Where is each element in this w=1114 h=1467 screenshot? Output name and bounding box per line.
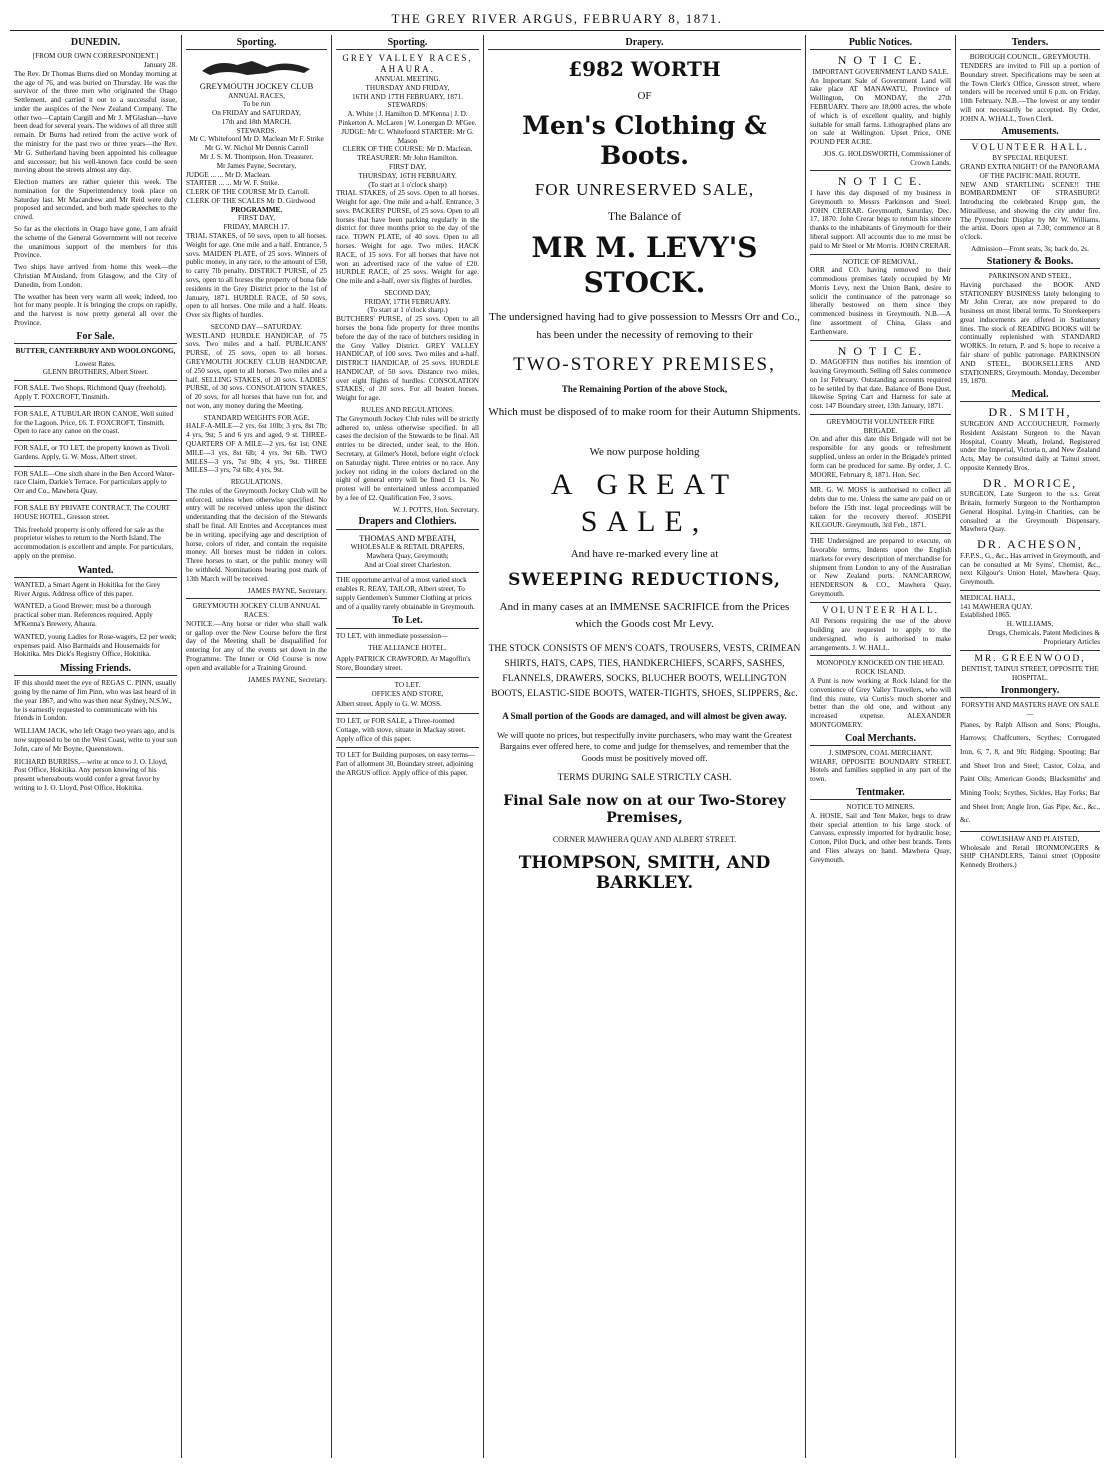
notice-title: VOLUNTEER HALL. bbox=[821, 605, 940, 616]
notice-title: N O T I C E. bbox=[837, 174, 924, 189]
notice-text: An Important Sale of Government Land will take place AT MANAWATU, Province of Wellington, On MONDAY, the 27th FEBRUARY. There are 18,000 acres, the whole of which is of excellent quality, and highly suitable for small farms. Lithographed plans are on sale at Wellington. Upset Price, ONE POUND PER ACRE. bbox=[810, 76, 951, 147]
event-title: GREY VALLEY RACES, AHAURA. bbox=[342, 53, 473, 75]
signature: JOS. G. HOLDSWORTH, Commissioner of Crown Lands. bbox=[823, 149, 951, 167]
notice-title: NOTICE OF REMOVAL. bbox=[842, 257, 919, 266]
ad-line: The Balance of bbox=[607, 208, 682, 223]
event-title: ANNUAL RACES, bbox=[228, 91, 285, 100]
notice-text: MR. G. W. MOSS is authorised to collect all debts due to me. Unless the same are paid on or before the 15th inst. legal proceedings will be taken for the recovery thereof. JOSEPH KILGOUR. Greymouth, 3rd Feb., 1871. bbox=[810, 486, 951, 530]
ad-line: OF bbox=[637, 89, 652, 102]
stock-list: THE STOCK CONSISTS OF MEN'S COATS, TROUSERS, VESTS, CRIMEAN SHIRTS, HATS, CAPS, TIES, HANDKERCHIEFS, SCARFS, SASHES, FLANNELS, DRAWERS, SOCKS, BLUCHER BOOTS, WELLINGTON BOOTS, ELASTIC-SIDE BOOTS, WATER-TIGHTS, SHOES, SLIPPERS, &c. bbox=[488, 643, 801, 700]
day-heading: FIRST DAY, bbox=[237, 214, 276, 223]
divider bbox=[14, 406, 177, 407]
classified-ad: WANTED, a Good Brewer; must be a thorough practical sober man. References required. Apply M'Kenna's Brewery, Ahaura. bbox=[14, 602, 153, 628]
notice-text: F.F.P.S., G., &c., Has arrived in Greymouth, and can be consulted at Mr Syms', Chemist, &c., next Kilgour's Union Hotel, Mawhera Quay, Greymouth. bbox=[960, 551, 1100, 587]
event-subtitle: ANNUAL MEETING. bbox=[374, 75, 441, 84]
notice-text: NEW AND STARTLING SCENE!! THE BOMBARDMENT OF STRASBURG! Introducing the celebrated Krupp gun, the Mitrailleuse, and showing the city under fire. The Pyrotechnic Display by Mr W. Williams, the artist. Doors open at 7.30; commence at 8 o'clock. bbox=[960, 180, 1100, 242]
stewards-heading: STEWARDS: bbox=[387, 101, 428, 110]
article-paragraph: The Rev. Dr Thomas Burns died on Monday morning at the age of 76, and was buried on Thursday. He was the survivor of the three men who originated the Otago Settlement, and carried it out to a successful issue, under the auspices of the New Zealand Company. The other two—Captain Cargill and Mr J. M'Glashan—have been dead for several years. The widows of all three still remain. Dr Burns had retired from the active work of the ministry for the past two or three years—the Rev. Mr G. Sutherland having been appointed his colleague and successor; but his well-known face could be seen moving about the streets almost any day. bbox=[14, 69, 177, 175]
day-date: FRIDAY, 17TH FEBRUARY. bbox=[364, 297, 451, 306]
section-heading: Stationery & Books. bbox=[960, 256, 1100, 269]
officer-line: CLERK OF THE COURSE Mr D. Carroll. bbox=[186, 188, 310, 197]
dentist-name: MR. GREENWOOD, bbox=[974, 653, 1086, 664]
stewards-list: A. White | J. Hamilton D. M'Kenna | J. D. Pinkerton A. McLaren | W. Lonergan D. M'Gee. bbox=[338, 110, 477, 128]
divider bbox=[810, 340, 951, 341]
classified-ad: FOR SALE—One sixth share in the Ben Accord Water-race Claim, Darkie's Terrace. For particulars apply to Orr and Co., Mawhera Quay. bbox=[14, 469, 175, 496]
officer-line: JUDGE: Mr C. Whitefoord STARTER: Mr G. Mason bbox=[341, 127, 474, 145]
column-public-notices bbox=[806, 35, 956, 1458]
classified-ad: RICHARD BURRISS,—write at once to J. O. Lloyd, Post Office, Hokitika. Any person knowing of his present whereabouts would confer a great favor by writing to J. O. Lloyd, Post Office, Hokitika. bbox=[14, 757, 168, 792]
notice-text: I have this day disposed of my business in Greymouth to Messrs Parkinson and Steel. JOHN CRERAR. Greymouth, Saturday, Dec. 17, 1870. John Crerar begs to return his sincere thanks to the inhabitants of Greymouth for their liberal support. All accounts due to me must be paid to Mr Steel or Mr Morris. JOHN CRERAR. bbox=[810, 189, 951, 250]
ad-paragraph: Which must be disposed of to make room for their Autumn Shipments. bbox=[488, 406, 801, 419]
classified-ad: FOR SALE BY PRIVATE CONTRACT, The COURT HOUSE HOTEL, Gresson street. bbox=[14, 503, 170, 521]
divider bbox=[960, 650, 1100, 651]
section-heading: Medical. bbox=[960, 389, 1100, 402]
column-sporting-1 bbox=[182, 35, 332, 1458]
divider bbox=[336, 747, 479, 748]
classified-ad: THE opportune arrival of a most varied stock enables R. REAY, TAILOR, Albert street, To supply Gentlemen's Summer Clothing at prices and of a quality rarely obtainable in Greymouth. bbox=[336, 576, 475, 611]
section-heading: Coal Merchants. bbox=[810, 733, 951, 746]
notice-text: Wholesale and Retail IRONMONGERS & SHIP CHANDLERS, Tainui street (Opposite Kennedy Brothers.) bbox=[960, 843, 1100, 870]
column-sporting-2 bbox=[332, 35, 484, 1458]
officer-line: TREASURER: Mr John Hamilton. bbox=[357, 154, 458, 163]
business-line: WHOLESALE & RETAIL DRAPERS, bbox=[350, 542, 465, 551]
notice-text: On and after this date this Brigade will not be responsible for any goods or refreshment supplied, unless an order in the Brigade's printed form can be produced for same. By order, J. C. MOORE, February 8, 1871. Hon. Sec. bbox=[810, 435, 951, 479]
notice-title: N O T I C E. bbox=[837, 343, 924, 358]
notice-title: VOLUNTEER HALL. bbox=[971, 142, 1089, 153]
section-heading: Wanted. bbox=[14, 565, 177, 578]
column-tenders bbox=[956, 35, 1104, 1458]
business-name: PARKINSON AND STEEL, bbox=[988, 271, 1072, 280]
dateline: January 28. bbox=[143, 60, 177, 69]
ad-line: FOR UNRESERVED SALE, bbox=[534, 179, 755, 199]
divider bbox=[810, 482, 951, 483]
ad-headline: Men's Clothing & Boots. bbox=[522, 110, 767, 171]
club-name: GREYMOUTH JOCKEY CLUB ANNUAL RACES. bbox=[192, 602, 321, 620]
columns bbox=[10, 35, 1104, 1458]
section-heading: To Let. bbox=[336, 615, 479, 628]
notice-title: MONOPOLY KNOCKED ON THE HEAD. ROCK ISLAND. bbox=[816, 659, 945, 677]
officer-line: STARTER ... ... Mr W. F. Strike. bbox=[186, 179, 280, 188]
regulations-heading: REGULATIONS. bbox=[230, 478, 283, 487]
notice-text: SURGEON AND ACCOUCHEUR, Formerly Resident Assistant Surgeon to the Navan Hospital, County Meath, Ireland, Registered under the Imperial, Victoria n, and New Zealand Acts, May be consulted daily at Tainui street, opposite Kennedy Bros. bbox=[960, 419, 1100, 472]
section-heading: Missing Friends. bbox=[14, 663, 177, 676]
ad-headline: A GREAT SALE, bbox=[550, 468, 739, 538]
notice-title: N O T I C E. bbox=[837, 53, 924, 68]
goods-list: Planes, by Ralph Allison and Sons; Ploughs, Harrows; Chaffcutters, Scythes; Corrugated Iron, 6, 7, 8, and 9ft; Ridging, Spouting; Bar and Sheet Iron and Steel; Castor, Colza, and Paint Oils; American Goods; Blacksmiths' and Mining Tools; Scythes, Sickles, Hay Forks; Bar and Sheet Iron; Angle Iron, Gas Pipe, &c., &c., &c. bbox=[960, 720, 1100, 825]
business-name: THOMAS AND M'BEATH, bbox=[359, 532, 456, 543]
classified-ad: WANTED, a Smart Agent in Hokitika for the Grey River Argus. Address office of this paper. bbox=[14, 580, 161, 598]
divider bbox=[14, 500, 177, 501]
notice-text: WHARF, OPPOSITE BOUNDARY STREET. Hotels and families supplied in any part of the town. bbox=[810, 757, 951, 784]
notice-line: BY SPECIAL REQUEST. bbox=[992, 154, 1068, 163]
doctor-name: DR. MORICE, bbox=[982, 475, 1078, 490]
column-dunedin bbox=[10, 35, 182, 1458]
article-paragraph: Election matters are rather quieter this week. The nomination for the Superintendency took place on Saturday last. Mr Macandrew and Mr Reid were duly proposed and seconded, and both made speeches to the crowd. bbox=[14, 178, 177, 222]
masthead: THE GREY RIVER ARGUS, FEBRUARY 8, 1871. bbox=[10, 8, 1104, 31]
ad-headline: SWEEPING REDUCTIONS, bbox=[508, 569, 781, 590]
classified-ad: Lowest Rates. bbox=[75, 359, 116, 368]
day-heading: SECOND DAY—SATURDAY. bbox=[210, 322, 303, 331]
ad-line: TERMS DURING SALE STRICTLY CASH. bbox=[557, 773, 732, 784]
section-heading: Amusements. bbox=[960, 126, 1100, 139]
ad-signature: THOMPSON, SMITH, AND BARKLEY. bbox=[518, 852, 771, 894]
notice-text: A Punt is now working at Rock Island for the convenience of Grey Valley Travellers, who will find this route, via Curtis's much shorter and better than the old one, and without any increased expense. ALEXANDER MONTGOMERY. bbox=[810, 676, 951, 729]
section-heading: Sporting. bbox=[336, 37, 479, 50]
article-paragraph: So far as the elections in Otago have gone, I am afraid the scheme of the General Government will not receive the unanimous support of the members for this Province. bbox=[14, 225, 177, 260]
classified-ad: THE ALLIANCE HOTEL. bbox=[368, 644, 447, 653]
event-dates: 16TH AND 17TH FEBRUARY, 1871. bbox=[352, 92, 463, 101]
classified-ad: TO LET, with immediate possession— bbox=[336, 631, 449, 640]
rules-heading: RULES AND REGULATIONS. bbox=[361, 406, 454, 415]
ad-line: A Small portion of the Goods are damaged, and will almost be given away. bbox=[502, 710, 787, 721]
divider bbox=[810, 414, 951, 415]
divider bbox=[810, 655, 951, 656]
classified-ad: FOR SALE, A TUBULAR IRON CANOE, Well suited for the Lagoon. Price, £6. T. FOXCROFT, Tinsmith. Open to race any canoe on the coast. bbox=[14, 409, 174, 436]
article-paragraph: The weather has been very warm all week; indeed, too hot for many people. It is bringing the crops on rapidly, and the harvest is now pretty general all over the Province. bbox=[14, 292, 177, 327]
notice-text: Having purchased the BOOK AND STATIONERY BUSINESS lately belonging to Mr John Crerar, are now prepared to do business on most liberal terms. To Storekeepers great inducements are offered in Stationery lines. The stock of READING BOOKS will be continually replenished with STANDARD WORKS. In return, P. and S. hope to receive a fair share of public patronage. PARKINSON AND STEEL, BOOKSELLERS AND STATIONERS, Greymouth. Monday, December 19, 1870. bbox=[960, 280, 1100, 386]
classified-ad: BUTTER, CANTERBURY AND WOOLONGONG, bbox=[15, 346, 176, 355]
event-days: THURSDAY AND FRIDAY, bbox=[365, 83, 450, 92]
ad-line: CORNER MAWHERA QUAY AND ALBERT STREET. bbox=[552, 834, 737, 844]
notice-title: BOROUGH COUNCIL, GREYMOUTH. bbox=[969, 53, 1091, 62]
business-name: COWLISHAW AND PLAISTED, bbox=[980, 834, 1080, 843]
ad-paragraph: The undersigned having had to give possession to Messrs Orr and Co., has been under the necessity of removing to their bbox=[489, 310, 800, 342]
divider bbox=[14, 380, 177, 381]
rules-text: The Greymouth Jockey Club rules will be strictly adhered to, unless otherwise specified. In all cases the decision of the Stewards to be final. All entries to be directed, under seal, to the Hon. Secretary, at Gilmer's Hotel, before eight o'clock on Saturday night. Three entries or no race. Any jockey not riding in the colors declared on the night of general entry will be fined £1 1s. No protest will be entertained unless accompanied by a fee of £2. Qualification Fee, 3 sovs. bbox=[336, 414, 479, 502]
racehorse-illustration bbox=[192, 53, 322, 79]
officer-line: Mr J. S. M. Thompson, Hon. Treasurer. bbox=[199, 153, 314, 162]
notice-title: GREYMOUTH VOLUNTEER FIRE BRIGADE. bbox=[826, 417, 935, 435]
classified-ad: Albert street. Apply to G. W. MOSS. bbox=[336, 700, 442, 709]
section-heading: Ironmongery. bbox=[960, 685, 1100, 698]
section-heading: For Sale. bbox=[14, 331, 177, 344]
classified-ad: WANTED, young Ladies for Rose-wagers, £2 per week; expenses paid. Also Barmaids and Housemaids for Hokitika. Mrs Dick's Registry Office, Hokitika. bbox=[14, 632, 177, 659]
divider bbox=[14, 440, 177, 441]
ad-line: We now purpose holding bbox=[589, 445, 700, 458]
club-name: GREYMOUTH JOCKEY CLUB bbox=[199, 81, 314, 92]
section-heading: Tentmaker. bbox=[810, 787, 951, 800]
divider bbox=[960, 831, 1100, 832]
divider bbox=[336, 677, 479, 678]
classified-ad: TO LET. bbox=[394, 680, 421, 689]
day-heading: SECOND DAY, bbox=[384, 288, 431, 297]
divider bbox=[960, 590, 1100, 591]
business-name: J. SIMPSON, COAL MERCHANT, bbox=[828, 748, 933, 757]
ad-line: And have re-marked every line at bbox=[570, 548, 719, 561]
correspondent-line: [FROM OUR OWN CORRESPONDENT.] bbox=[32, 52, 159, 61]
ad-line: The Remaining Portion of the above Stock, bbox=[561, 384, 728, 395]
notice-text: All Persons requiring the use of the above building are requested to apply to the undersigned, who is authorised to make arrangements. J. W. HALL. bbox=[810, 617, 951, 652]
classified-ad: Apply PATRICK CRAWFORD, At Magoffin's Store, Boundary street. bbox=[336, 655, 471, 672]
notice-title: IMPORTANT GOVERNMENT LAND SALE. bbox=[812, 67, 949, 76]
section-heading: Tenders. bbox=[960, 37, 1100, 50]
event-dates: 17th and 18th MARCH. bbox=[221, 117, 292, 126]
divider bbox=[186, 598, 327, 599]
section-heading: Sporting. bbox=[186, 37, 327, 50]
divider bbox=[810, 602, 951, 603]
ad-paragraph: We will quote no prices, but respectfully invite purchasers, who may want the Greatest Bargains ever offered here, to come and judge for themselves, and remember that the Goods must be positively moved off. bbox=[496, 729, 793, 764]
race-list: TRIAL STAKES, of 50 sovs, open to all horses. Weight for age. One mile and a half. Entrance, 5 sovs. MAIDEN PLATE, of 25 sovs. Winners of public money, in any race, to the amount of £50, to carry 7lb penalty. DISTRICT PURSE, of 25 sovs, open to all horses the property of bona fide residents in the Grey District prior to the 1st of January, 1871. HURDLE RACE, of 50 sovs, open to all horses. One mile and a half. Heats. Over six flights of hurdles. bbox=[186, 232, 327, 320]
classified-ad: WILLIAM JACK, who left Otago two years ago, and is now supposed to be on the West Coast, write to your son John, care of Mr Boyne, Queenstown. bbox=[14, 727, 177, 753]
notice-text: SURGEON, Late Surgeon to the s.s. Great Britain, formerly Surgeon to the Northampton General Hospital. Lying-in Charities, can be consulted at the Greymouth Dispensary, Mawhera Quay. bbox=[960, 490, 1100, 534]
stewards-heading: STEWARDS. bbox=[236, 126, 277, 135]
business-name: H. WILLIAMS, bbox=[1006, 620, 1054, 629]
weights-table: HALF-A-MILE—2 yrs, 6st 10lb; 3 yrs, 8st 7lb; 4 yrs, 9st; 5 and 6 yrs and aged, 9 st. THREE-QUARTERS OF A MILE—2 yrs, 6st 1st; ONE MILE—3 yrs, 8st 6lb; 4 yrs, 9st 6lb. TWO MILES—3 yrs, 7st 9lb; 4 yrs, 9st. THREE MILES—3 yrs, 7st 6lb; 4 yrs, 9st. bbox=[186, 422, 327, 475]
start-time: (To start at 1 o'clock sharp) bbox=[368, 180, 447, 189]
officer-line: JUDGE ... ... Mr D. Maclean. bbox=[186, 170, 271, 179]
column-drapery bbox=[484, 35, 806, 1458]
notice-text: D. MAGOFFIN thus notifies his intention of leaving Greymouth. Selling off Sales commence on 1st February. Outstanding accounts required to be settled by that date. Balance of Bone Dust, likewise Spring Cart and Harness for sale at cost. 147 Boundary street, 13th January, 1871. bbox=[810, 358, 951, 411]
signature: JAMES PAYNE, Secretary. bbox=[247, 675, 327, 684]
notice-text: A. HOSIE, Sail and Tent Maker, begs to draw their special attention to his large stock of Canvass, expressly imported for hydraulic hose; Cotton, Pilot Duck, and other best brands. Tents and Flies always on hand. Mawhera Quay, Greymouth. bbox=[810, 811, 951, 864]
section-heading: Drapery. bbox=[488, 37, 801, 50]
divider bbox=[336, 572, 479, 573]
notice-text: ORR and CO. having removed to their commodious premises lately occupied by Mr Morris Levy, next the Union Bank, desire to solicit the continuance of the patronage so liberally bestowed on them since they commenced business in Greymouth. N.B.—A fine assortment of China, Glass and Earthenware. bbox=[810, 266, 951, 336]
classified-ad: FOR SALE. Two Shops, Richmond Quay (freehold). Apply T. FOXCROFT, Tinsmith. bbox=[14, 384, 167, 401]
article-paragraph: Two ships have arrived from home this week—the Christian M'Ausland, from Glasgow, and the City of Dunedin, from London. bbox=[14, 263, 177, 289]
business-line: 141 MAWHERA QUAY. bbox=[960, 602, 1033, 611]
doctor-name: DR. ACHESON, bbox=[977, 537, 1083, 552]
divider bbox=[810, 254, 951, 255]
day-date: FRIDAY, MARCH 17. bbox=[223, 223, 290, 232]
signature: W. J. POTTS, Hon. Secretary. bbox=[392, 505, 479, 514]
day-heading: FIRST DAY, bbox=[388, 162, 427, 171]
section-heading: DUNEDIN. bbox=[70, 37, 121, 48]
notice-line: GRAND EXTRA NIGHT! Of the PANORAMA OF THE PACIFIC MAIL ROUTE. bbox=[960, 162, 1100, 180]
notice-line: Admission—Front seats, 3s; back do, 2s. bbox=[971, 245, 1089, 254]
race-list: WESTLAND HURDLE HANDICAP, of 75 sovs. Two miles and a half. PUBLICANS' PURSE, of 25 sovs, open to all horses. GREYMOUTH JOCKEY CLUB HANDICAP, of 250 sovs, open to all horses. Two miles and a half. SELLING STAKES, of 20 sovs. LADIES' PURSE, of 30 sovs. CONSOLATION STAKES, of 20 sovs, for all horses that have run for, and not won, any money during the Meeting. bbox=[186, 331, 327, 410]
classified-ad: GLENN BROTHERS, Albert Street. bbox=[42, 368, 149, 377]
day-date: THURSDAY, 16TH FEBRUARY. bbox=[358, 171, 457, 180]
notice-text: DENTIST, TAINUI STREET, OPPOSITE THE HOSPITAL. bbox=[961, 665, 1099, 682]
programme-heading: PROGRAMME. bbox=[230, 205, 283, 214]
divider bbox=[336, 713, 479, 714]
race-list: BUTCHERS' PURSE, of 25 sovs. Open to all horses the bona fide property for three months before the day of the race of butchers residing in the Grey Valley District. GREY VALLEY HANDICAP, of 100 sovs. Two miles and a-half. DISTRICT HANDICAP, of 25 sovs. HURDLE HANDICAP, of 50 sovs. Distance two miles, over eight flights of hurdles. CONSOLATION STAKES, of 20 sovs. For all beaten horses. Weight for age. bbox=[336, 315, 479, 403]
notice-text: TENDERS are invited to Fill up a portion of Boundary street. Specifications may be seen at the Town Clerk's Office, Gresson street, where tenders will be received until 6 p.m. on Friday, 10th February. N.B.—The lowest or any tender will not necessarily be accepted. By Order, JOHN A. WHALL, Town Clerk. bbox=[960, 61, 1100, 123]
event-days: On FRIDAY and SATURDAY, bbox=[212, 109, 301, 118]
officer-line: CLERK OF THE COURSE: Mr D. Maclean. bbox=[342, 145, 473, 154]
classified-ad: TO LET for Building purposes, on easy terms—Part of allotment 30, Boundary street, adjoining the ARGUS office. Apply office of this paper. bbox=[336, 751, 476, 777]
weights-heading: STANDARD WEIGHTS FOR AGE. bbox=[203, 413, 310, 422]
event-line: To be run bbox=[242, 100, 271, 109]
ad-line: TWO-STOREY PREMISES, bbox=[513, 354, 776, 376]
notice-text: THE Undersigned are prepared to execute, on favorable terms, Indents upon the English markets for every description of merchandise for shipment from London to any of the Australian or New Zealand ports. NANCARROW, HENDERSON & CO., Mawhera Quay, Greymouth. bbox=[810, 537, 951, 598]
business-line: And at Coal street Charleston. bbox=[364, 560, 451, 569]
start-time: (To start at 1 o'clock sharp.) bbox=[367, 306, 448, 315]
business-name: FORSYTH AND MASTERS HAVE ON SALE— bbox=[961, 700, 1099, 718]
regulations-text: The rules of the Greymouth Jockey Club will be enforced, unless when otherwise specified. No entry will be received unless upon the distinct understanding that the decision of the Stewards shall be final. All Entries and Acceptances must be in writing, specifying age and description of horse, colors of rider, and contain the requisite money. All horses must be ridden in colors. Three horses to start, or the public money will be withheld. Nominations bearing post mark of 13th March will be received. bbox=[186, 486, 327, 583]
classified-ad: TO LET, or FOR SALE, a Three-roomed Cottage, with stove, situate in Mackay street. Apply office of this paper. bbox=[336, 717, 466, 743]
notice-title: NOTICE TO MINERS. bbox=[846, 803, 915, 812]
stewards-list: Mr C. Whitefoord Mr D. Maclean Mr F. Strike Mr G. W. Nichol Mr Dennis Carroll bbox=[189, 135, 324, 153]
ad-line: £982 WORTH bbox=[568, 57, 721, 82]
divider bbox=[14, 466, 177, 467]
business-line: Mawhera Quay, Greymouth; bbox=[366, 551, 449, 560]
classified-ad: This freehold property is only offered for sale as the proprietor wishes to return to the North Island. The accommodation is excellent and ample. For particulars, apply on the premise. bbox=[14, 525, 174, 560]
race-list: TRIAL STAKES, of 25 sovs. Open to all horses. Weight for age. One mile and a-half. Entrance, 3 sovs. PACKERS' PURSE, of 25 sovs. Open to all horses that have been packing regularly in the district for three months prior to the day of the race. TOWN PLATE, of 40 sovs. Open to all horses. Weight for age. Two miles. HACK RACE, of 15 sovs. For all horses that have not won an advertised race of the value of £20. HURDLE RACE, of 25 sovs. Weight for age. One mile and a-half, over six flights of hurdles. bbox=[336, 189, 479, 286]
classified-ad: OFFICES AND STORE, bbox=[371, 689, 444, 698]
notice-text: NOTICE.—Any horse or rider who shall walk or gallop over the New Course before the first day of the Meeting shall be disqualified for entering for any of the events set down in the Programme. The Inner or Old Course is now open and available for a Training Ground. bbox=[186, 619, 327, 672]
classified-ad: IF this should meet the eye of REGAS C. PINN, usually going by the name of Jim Pinn, who was last heard of in the year 1867, and who was then near Sydney, N.S.W., he is earnestly requested to communicate with his friends in London. bbox=[14, 679, 177, 723]
officer-line: Mr James Payne, Secretary, bbox=[216, 161, 297, 170]
ad-paragraph: And in many cases at an IMMENSE SACRIFICE from the Prices which the Goods cost Mr Levy. bbox=[499, 600, 790, 631]
signature: JAMES PAYNE, Secretary. bbox=[247, 586, 327, 595]
ad-headline: MR M. LEVY'S STOCK. bbox=[531, 231, 758, 299]
ad-line: Final Sale now on at our Two-Storey Premises, bbox=[503, 792, 786, 826]
business-name: MEDICAL HALL, bbox=[960, 593, 1016, 602]
section-heading: Public Notices. bbox=[810, 37, 951, 50]
classified-ad: FOR SALE, or TO LET, the property known as Tivoli Gardens. Apply, G. W. Moss, Albert street. bbox=[14, 444, 170, 461]
business-line: Established 1865. bbox=[960, 611, 1012, 620]
doctor-name: DR. SMITH, bbox=[988, 405, 1072, 420]
business-line: Drugs, Chemicals, Patent Medicines & Proprietary Articles bbox=[987, 629, 1100, 646]
divider bbox=[810, 170, 951, 171]
officer-line: CLERK OF THE SCALES Mr D. Girdwood bbox=[186, 196, 316, 205]
divider bbox=[810, 533, 951, 534]
section-heading: Drapers and Clothiers. bbox=[336, 516, 479, 529]
